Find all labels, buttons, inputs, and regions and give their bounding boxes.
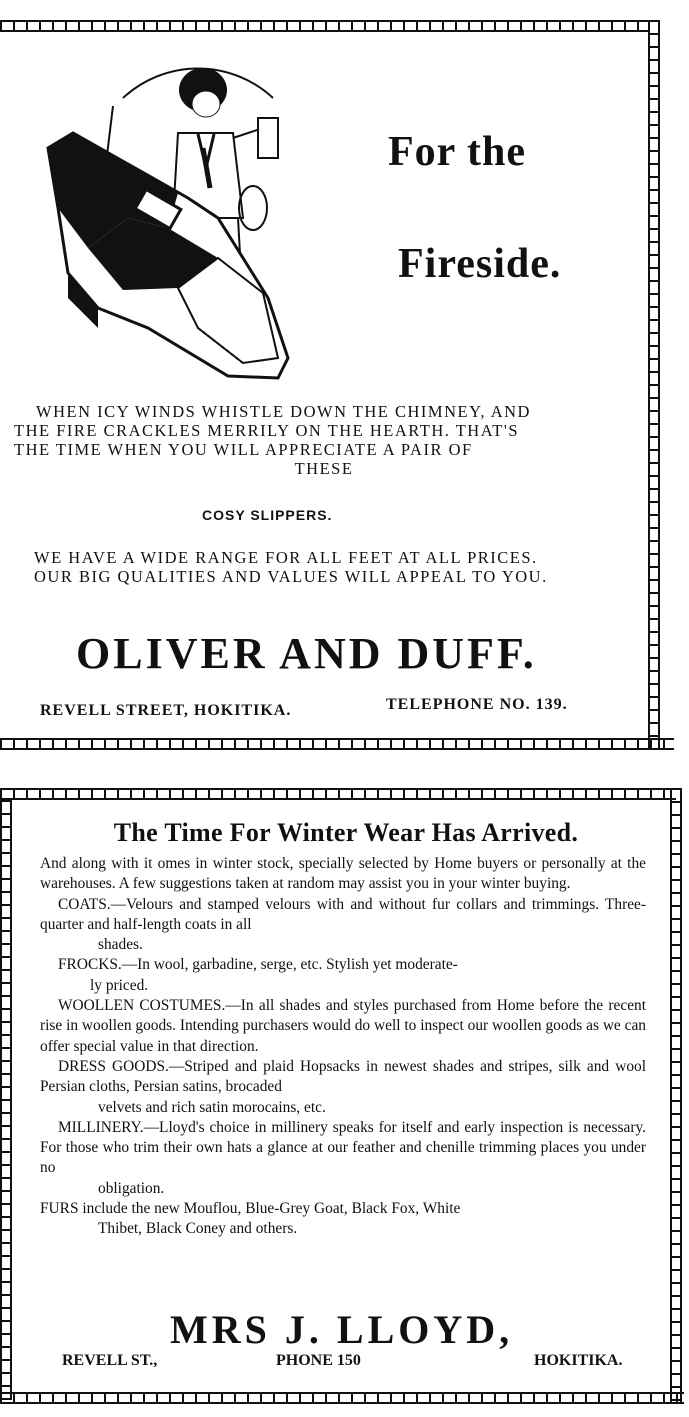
cosy-slippers-subhead: COSY SLIPPERS. [202,507,333,523]
telephone-number: TELEPHONE NO. 139. [386,696,568,713]
headline-line-1: For the [388,129,527,175]
woollen-paragraph: WOOLLEN COSTUMES.—In all shades and styles purchased from Home before the recent rise in woollen goods. Intending purchasers would do well to inspect our woollen goods as we can offer special value in that direction. [40,997,646,1055]
headline-line-2: Fireside. [398,241,562,287]
dress-goods-paragraph-end: velvets and rich satin morocains, etc. [98,1098,326,1116]
coats-paragraph: COATS.—Velours and stamped velours with and without fur collars and trimmings. Three-quarter and half-length coats in all [40,895,646,933]
slipper-illustration [28,58,328,388]
coats-paragraph-end: shades. [98,936,143,954]
copy-line: WHEN ICY WINDS WHISTLE DOWN THE CHIMNEY, AND [36,402,531,421]
firm-name: MRS J. LLOYD, [170,1307,514,1352]
copy-line: THE TIME WHEN YOU WILL APPRECIATE A PAIR OF [14,440,473,459]
millinery-paragraph-end: obligation. [98,1179,165,1197]
bottom-border [0,738,674,750]
furs-paragraph-end: Thibet, Black Coney and others. [98,1220,298,1238]
slipper-copy [14,402,634,478]
street-address: REVELL STREET, HOKITIKA. [40,702,292,719]
frocks-paragraph: FROCKS.—In wool, garbadine, serge, etc. Stylish yet moderate- [58,956,458,974]
millinery-paragraph: MILLINERY.—Lloyd's choice in millinery speaks for itself and early inspection is necessary. For those who trim their own hats a glance at our feather and chenille trimming places you under no [40,1118,646,1177]
intro-paragraph: And along with it omes in winter stock, specially selected by Home buyers or personally at the warehouses. A few suggestions taken at random may assist you in your winter buying. [40,855,646,893]
copy-line: THE FIRE CRACKLES MERRILY ON THE HEARTH. THAT'S [14,421,520,440]
right-border [648,20,660,750]
copy-line: OUR BIG QUALITIES AND VALUES WILL APPEAL TO YOU. [34,567,548,586]
phone-number: PHONE 150 [276,1352,361,1369]
top-border [0,20,650,32]
range-copy [34,548,634,586]
frocks-paragraph-end: ly priced. [90,976,149,994]
bottom-border [0,1392,684,1404]
left-border [0,800,12,1400]
advert-body [40,854,646,1240]
top-border [0,788,676,800]
advert-title: The Time For Winter Wear Has Arrived. [113,818,579,847]
dress-goods-paragraph: DRESS GOODS.—Striped and plaid Hopsacks in newest shades and stripes, silk and wool Persian cloths, Persian satins, brocaded [40,1057,646,1096]
copy-line: WE HAVE A WIDE RANGE FOR ALL FEET AT ALL PRICES. [34,548,538,567]
firm-name: OLIVER AND DUFF. [76,629,537,678]
winter-wear-advertisement [0,770,689,1417]
right-border [670,788,682,1402]
street-address: REVELL ST., [62,1352,158,1369]
copy-line: THESE [294,459,354,478]
furs-paragraph: FURS include the new Mouflou, Blue-Grey Goat, Black Fox, White [40,1200,461,1218]
town-name: HOKITIKA. [534,1352,623,1369]
